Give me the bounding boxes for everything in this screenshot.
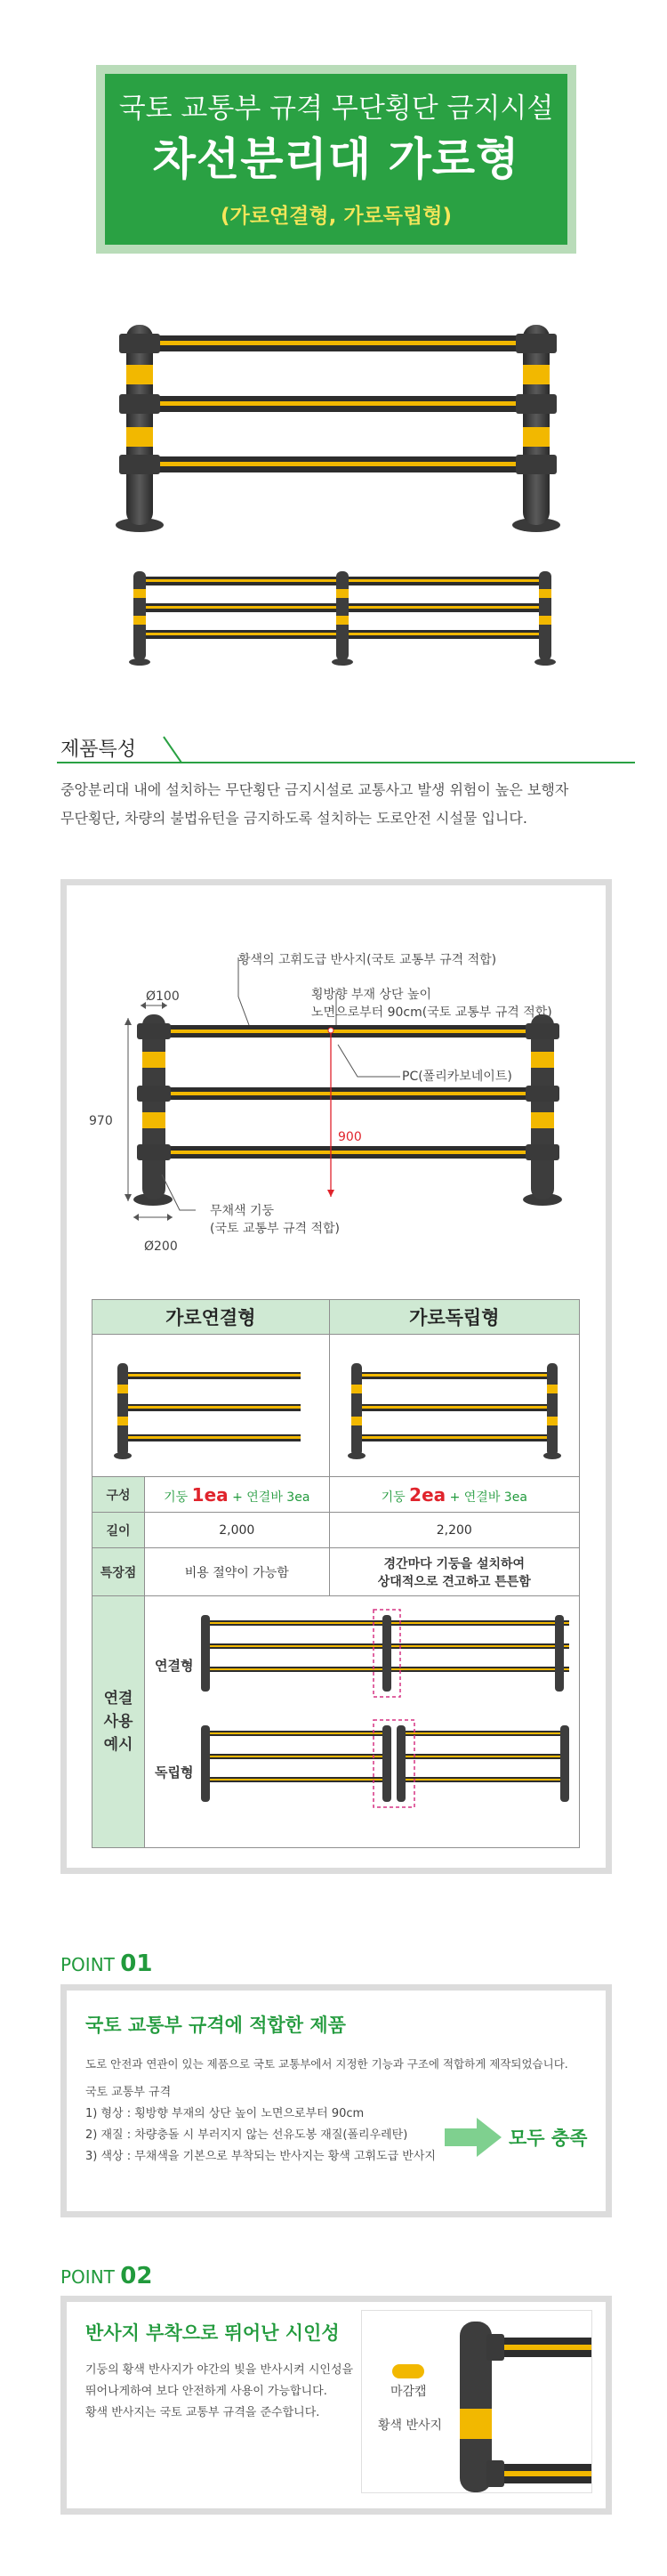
examples-head-2: 사용 [103,1713,133,1731]
point1-heading [60,1950,152,1977]
row-head-length: 길이 [92,1513,145,1548]
post-callout-2: (국토 교통부 규격 적합) [210,1222,340,1236]
spec-table [92,1299,580,1848]
point2-label: POINT [60,2266,121,2288]
examples-cell [145,1596,580,1848]
col-head-independent: 가로독립형 [329,1300,579,1335]
point1-result: 모두 충족 [509,2128,588,2149]
product-image-connected [125,569,560,676]
features-line-2: 무단횡단, 차량의 불법유턴을 금지하도록 설치하는 도로안전 시설물 입니다. [60,810,527,827]
features-title: 제품특성 [60,739,137,761]
reflector-callout: 황색의 고휘도급 반사지(국토 교통부 규격 적합) [238,953,497,967]
diameter-bottom-label: Ø200 [144,1240,178,1254]
connected-composition [145,1477,330,1513]
cap-label: 마감캡 [390,2385,427,2399]
post-closeup-drawing [362,2311,591,2492]
independent-type-drawing [339,1342,570,1466]
independent-type-image [329,1335,579,1477]
arrow-right-icon [445,2118,502,2157]
reflector-label: 황색 반사지 [378,2419,443,2433]
composition-post-text: 기둥 [164,1490,192,1505]
point2-text-2: 뛰어나게하여 보다 안전하게 사용이 가능합니다. [85,2385,327,2398]
point1-standard: 국토 교통부 규격 [85,2086,172,2099]
row-head-composition: 구성 [92,1477,145,1513]
composition-post-text: 기둥 [381,1490,410,1505]
connected-type-image [92,1335,330,1477]
independent-composition [329,1477,579,1513]
banner-subtitle: 국토 교통부 규격 무단횡단 금지시설 [118,93,554,125]
pc-material-label: PC(폴리카보네이트) [402,1070,512,1084]
independent-features [329,1548,579,1596]
height-callout-1: 횡방향 부재 상단 높이 [311,988,432,1002]
point1-intro: 도로 안전과 연관이 있는 제품으로 국토 교통부에서 지정한 기능과 구조에 적합하게 제작되었습니다. [85,2057,568,2071]
point1-number: 01 [120,1950,153,1977]
banner-variants: (가로연결형, 가로독립형) [221,205,452,228]
examples-head-1: 연결 [103,1690,133,1708]
composition-post-count: 1ea [191,1483,229,1506]
composition-post-count: 2ea [409,1483,446,1506]
height-callout-2: 노면으로부터 90cm(국토 교통부 규격 적합) [311,1005,552,1020]
point2-text-3: 황색 반사지는 국토 교통부 규격을 준수합니다. [85,2406,320,2419]
point2-text-1: 기둥의 황색 반사지가 야간의 빛을 반사시켜 시인성을 [85,2363,354,2377]
row-head-features: 특장점 [92,1548,145,1596]
independent-features-line-1: 경간마다 기둥을 설치하여 [383,1556,526,1571]
point2-number: 02 [120,2263,153,2289]
point1-label: POINT [60,1954,121,1975]
connected-length: 2,000 [145,1513,330,1548]
height-970-label: 970 [89,1114,113,1128]
point1-title: 국토 교통부 규격에 적합한 제품 [85,2015,346,2036]
examples-drawing [199,1608,573,1839]
diameter-top-label: Ø100 [146,989,180,1004]
point2-title: 반사지 부착으로 뛰어난 시인성 [85,2322,340,2344]
example-connected-label: 연결형 [155,1658,194,1674]
point1-item-2: 2) 재질 : 차량충돌 시 부러지지 않는 선유도봉 재질(폴리우레탄) [85,2128,408,2142]
height-900-label: 900 [338,1130,362,1144]
product-image-large [107,311,569,569]
banner-title: 차선분리대 가로형 [152,133,520,185]
features-title-underline [57,735,635,765]
independent-length: 2,200 [329,1513,579,1548]
connected-features: 비용 절약이 가능함 [145,1548,330,1596]
examples-head-3: 예시 [103,1736,133,1754]
composition-bar-text: + 연결바 3ea [228,1490,310,1505]
features-description [60,776,630,833]
point2-heading [60,2263,152,2289]
point1-item-1: 1) 형상 : 횡방향 부재의 상단 높이 노면으로부터 90cm [85,2107,365,2120]
independent-features-line-2: 상대적으로 견고하고 튼튼함 [377,1574,531,1589]
point1-item-3: 3) 색상 : 무채색을 기본으로 부착되는 반사지는 황색 고휘도급 반사지 [85,2150,436,2163]
col-head-connected: 가로연결형 [92,1300,330,1335]
composition-bar-text: + 연결바 3ea [446,1490,527,1505]
point2-detail-image [361,2310,592,2493]
post-callout-1: 무채색 기둥 [210,1204,275,1218]
connected-type-drawing [100,1342,322,1466]
features-line-1: 중앙분리대 내에 설치하는 무단횡단 금지시설로 교통사고 발생 위험이 높은 보행자 [60,781,569,798]
row-head-examples [92,1596,145,1848]
example-independent-label: 독립형 [155,1764,194,1781]
